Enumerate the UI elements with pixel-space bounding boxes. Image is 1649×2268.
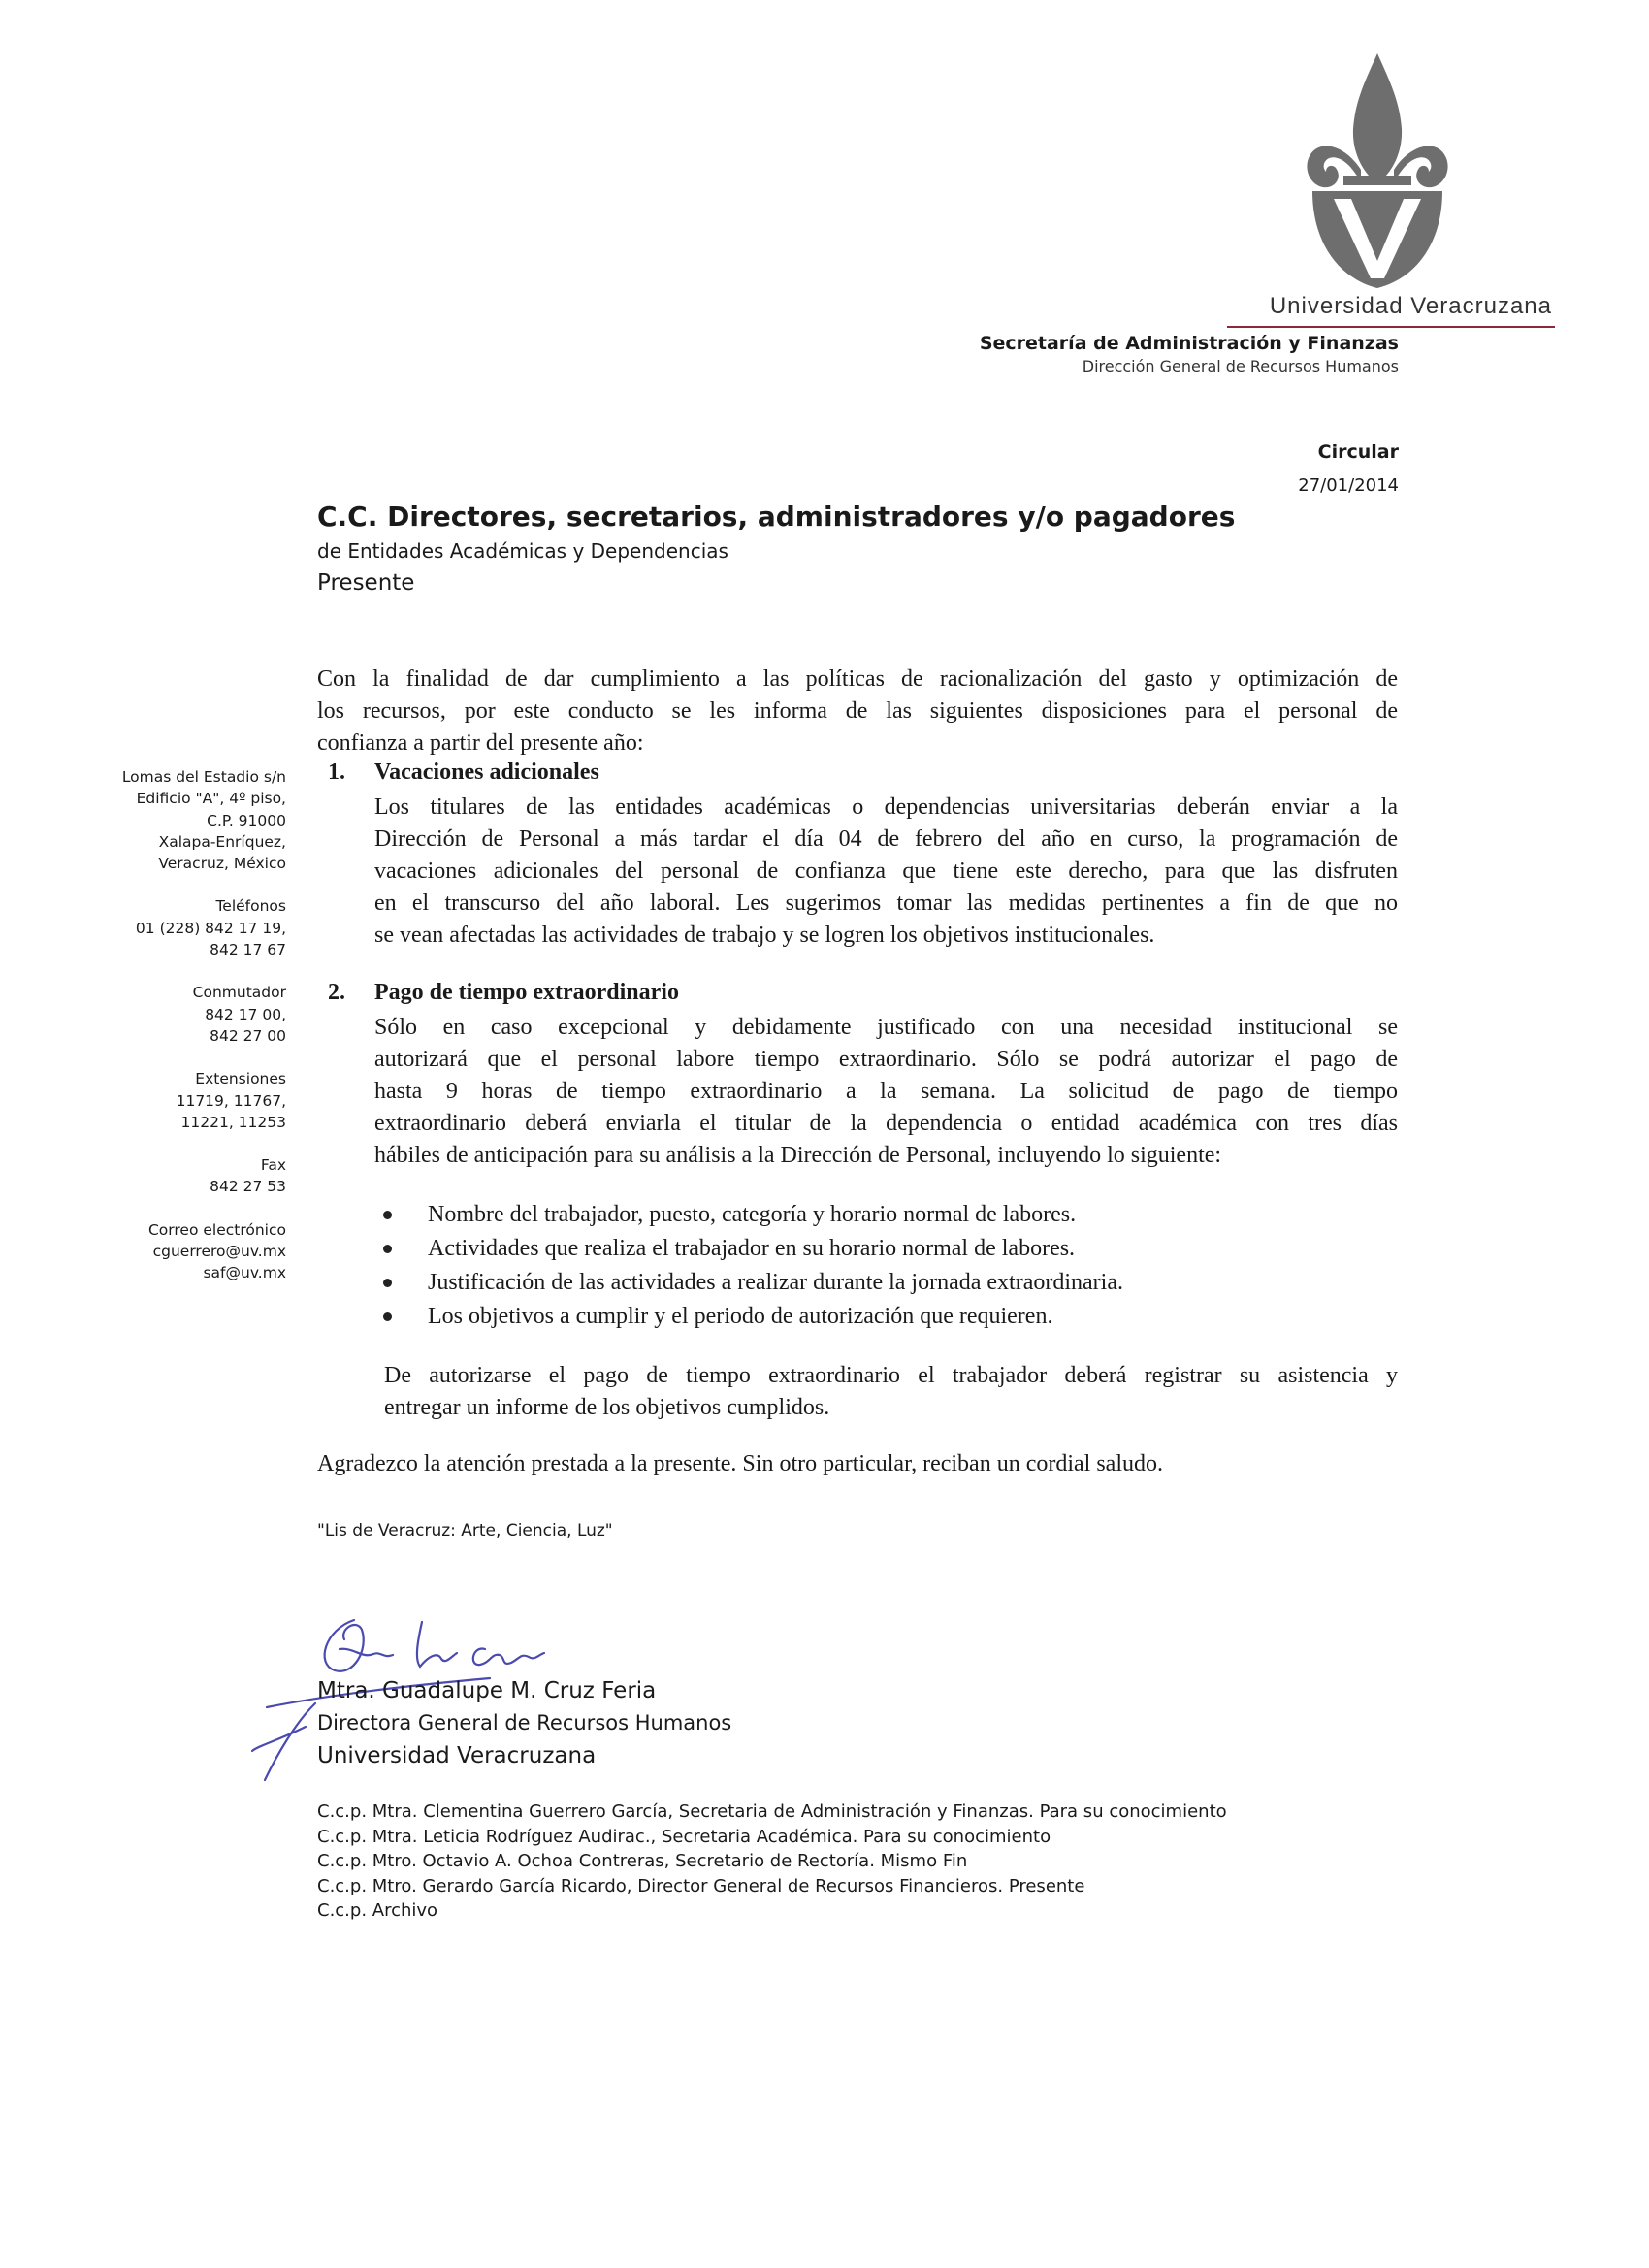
fax-value: 842 27 53 [210, 1178, 286, 1196]
address-line: Xalapa-Enríquez, [158, 832, 286, 851]
fax-label: Fax [260, 1156, 286, 1175]
ccp-line: C.c.p. Archivo [317, 1900, 438, 1921]
address-line: Veracruz, México [158, 855, 286, 873]
secretaria-name: Secretaría de Administración y Finanzas [979, 333, 1399, 354]
address-line: Lomas del Estadio s/n [121, 768, 286, 786]
requirements-list [383, 1198, 1123, 1334]
item2-closing-paragraph [384, 1360, 1398, 1424]
addressee-title: C.C. Directores, secretarios, administradores y/o pagadores [317, 501, 1236, 533]
correo-block [73, 1219, 286, 1284]
circular-date: 27/01/2014 [1298, 475, 1399, 496]
signer-name: Mtra. Guadalupe M. Cruz Feria [317, 1678, 657, 1703]
extensiones-value: 11221, 11253 [180, 1113, 286, 1131]
university-name: Universidad Veracruzana [1269, 293, 1552, 319]
address-block [73, 766, 286, 874]
presente-line: Presente [317, 570, 415, 596]
list-item-text: Los objetivos a cumplir y el periodo de autorización que requieren. [428, 1304, 1053, 1329]
signer-role: Directora General de Recursos Humanos [317, 1711, 732, 1734]
flor-de-lis-logo [1305, 53, 1450, 291]
bullet-icon [383, 1312, 392, 1321]
text-line: De autorizarse el pago de tiempo extraordinario el trabajador deberá registrar su asistencia y [384, 1363, 1398, 1388]
item-number: 2. [328, 980, 345, 1005]
extensiones-value: 11719, 11767, [176, 1091, 286, 1110]
conmutador-label: Conmutador [192, 984, 286, 1002]
text-line: extraordinario deberá enviarla el titular de la dependencia o entidad académica con tres días [374, 1111, 1398, 1136]
correo-value: saf@uv.mx [203, 1264, 286, 1282]
item-title: Pago de tiempo extraordinario [374, 980, 679, 1005]
text-line: vacaciones adicionales del personal de confianza que tiene este derecho, para que las disfruten [374, 859, 1398, 884]
bullet-icon [383, 1245, 392, 1253]
address-line: Edificio "A", 4º piso, [136, 790, 286, 808]
telefonos-label: Teléfonos [215, 897, 286, 916]
list-item-text: Actividades que realiza el trabajador en su horario normal de labores. [428, 1236, 1076, 1261]
direccion-name: Dirección General de Recursos Humanos [1082, 357, 1399, 375]
conmutador-value: 842 17 00, [205, 1005, 286, 1023]
item2-paragraph [374, 1012, 1398, 1172]
item-number: 1. [328, 760, 345, 785]
text-line: se vean afectadas las actividades de trabajo y se logren los objetivos institucionales. [374, 923, 1155, 948]
text-line: hábiles de anticipación para su análisis a la Dirección de Personal, incluyendo lo siguiente: [374, 1143, 1222, 1168]
address-line: C.P. 91000 [207, 811, 286, 829]
bullet-icon [383, 1279, 392, 1287]
text-line: en el transcurso del año laboral. Les sugerimos tomar las medidas pertinentes a fin de que no [374, 891, 1398, 916]
text-line: Con la finalidad de dar cumplimiento a las políticas de racionalización del gasto y optimización de [317, 666, 1398, 692]
letterhead-rule [1227, 326, 1555, 328]
text-line: los recursos, por este conducto se les informa de las siguientes disposiciones para el personal de [317, 698, 1398, 724]
item-title: Vacaciones adicionales [374, 760, 599, 785]
conmutador-value: 842 27 00 [210, 1026, 286, 1045]
text-line: entregar un informe de los objetivos cumplidos. [384, 1395, 830, 1420]
carbon-copy-list [317, 1799, 1227, 1924]
circular-label: Circular [1317, 441, 1399, 463]
contact-sidebar [73, 766, 286, 1306]
text-line: hasta 9 horas de tiempo extraordinario a la semana. La solicitud de pago de tiempo [374, 1079, 1398, 1104]
text-line: autorizará que el personal labore tiempo extraordinario. Sólo se podrá autorizar el pago de [374, 1047, 1398, 1072]
fax-block [73, 1154, 286, 1198]
text-line: Los titulares de las entidades académicas o dependencias universitarias deberán enviar a la [374, 794, 1398, 820]
motto: "Lis de Veracruz: Arte, Ciencia, Luz" [317, 1521, 613, 1540]
ccp-line: C.c.p. Mtra. Leticia Rodríguez Audirac., Secretaria Académica. Para su conocimiento [317, 1826, 1051, 1847]
extensiones-block [73, 1068, 286, 1133]
correo-value: cguerrero@uv.mx [152, 1243, 286, 1261]
signer-organization: Universidad Veracruzana [317, 1743, 597, 1768]
closing-sentence: Agradezco la atención prestada a la presente. Sin otro particular, reciban un cordial saludo. [317, 1451, 1164, 1476]
intro-paragraph [317, 664, 1398, 760]
text-line: Dirección de Personal a más tardar el día 04 de febrero del año en curso, la programación de [374, 826, 1398, 852]
telefono-value: 01 (228) 842 17 19, [135, 919, 286, 937]
list-item-text: Nombre del trabajador, puesto, categoría y horario normal de labores. [428, 1202, 1077, 1227]
list-item [383, 1300, 1123, 1334]
list-item [383, 1198, 1123, 1232]
text-line: Sólo en caso excepcional y debidamente justificado con una necesidad institucional se [374, 1015, 1398, 1040]
item1-paragraph [374, 792, 1398, 952]
bullet-icon [383, 1211, 392, 1219]
telefonos-block [73, 895, 286, 960]
text-line: confianza a partir del presente año: [317, 730, 644, 756]
addressee-subtitle: de Entidades Académicas y Dependencias [317, 539, 728, 563]
ccp-line: C.c.p. Mtro. Gerardo García Ricardo, Director General de Recursos Financieros. Presente [317, 1875, 1085, 1896]
extensiones-label: Extensiones [195, 1070, 286, 1088]
telefono-value: 842 17 67 [210, 941, 286, 959]
list-item [383, 1266, 1123, 1300]
ccp-line: C.c.p. Mtra. Clementina Guerrero García, Secretaria de Administración y Finanzas. Para su conocimiento [317, 1801, 1227, 1822]
list-item-text: Justificación de las actividades a realizar durante la jornada extraordinaria. [428, 1270, 1123, 1295]
list-item [383, 1232, 1123, 1266]
ccp-line: C.c.p. Mtro. Octavio A. Ochoa Contreras, Secretario de Rectoría. Mismo Fin [317, 1851, 968, 1871]
correo-label: Correo electrónico [147, 1220, 286, 1239]
conmutador-block [73, 982, 286, 1047]
